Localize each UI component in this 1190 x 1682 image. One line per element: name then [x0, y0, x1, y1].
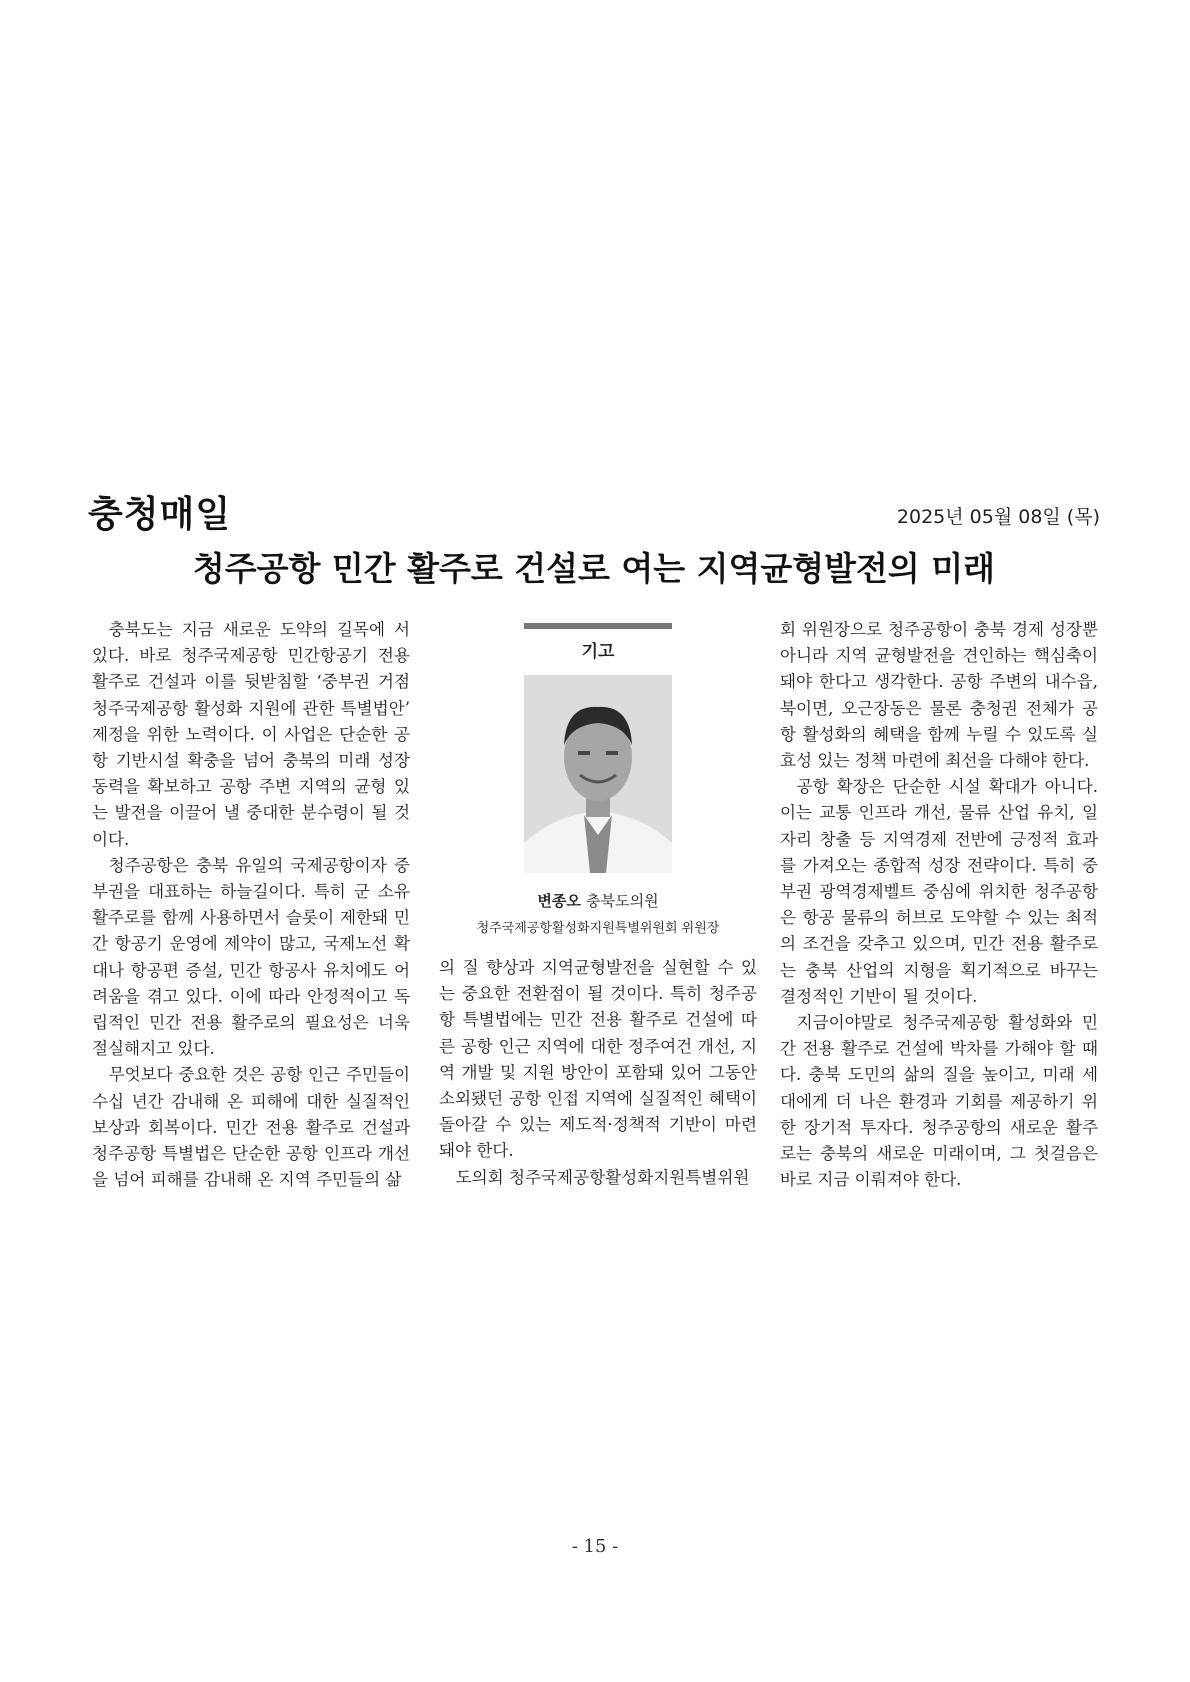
paragraph: 도의회 청주국제공항활성화지원특별위원	[455, 1167, 750, 1187]
paragraph: 무엇보다 중요한 것은 공항 인근 주민들이 수십 년간 감내해 온 피해에 대한 실질적인 보상과 회복이다. 민간 전용 활주로 건설과 청주공항 특별법은 단순한 공항 인프라 개선을 넘어 피해를 감내해 온 지역 주민들의 삶	[92, 1065, 410, 1190]
paragraph: 청주공항은 충북 유일의 국제공항이자 중부권을 대표하는 하늘길이다. 특히 군 소유 활주로를 함께 사용하면서 슬롯이 제한돼 민간 항공기 운영에 제약이 많고, 국제노선 확대나 항공편 증설, 민간 항공사 유치에도 어려움을 겪고 있다. 이에 따라 안정적이고 독립적인 민간 전용 활주로의 필요성은 너욱 절실해지고 있다.	[92, 855, 410, 1059]
article-column-1	[92, 617, 410, 1193]
paragraph: 충북도는 지금 새로운 도약의 길목에 서 있다. 바로 청주국제공항 민간항공기 전용 활주로 건설과 이를 뒷받침할 ‘중부권 거점 청주국제공항 활성화 지원에 관한 특별법안’ 제정을 위한 노력이다. 이 사업은 단순한 공항 기반시설 확충을 넘어 충북의 미래 성장동력을 확보하고 공항 주변 지역의 균형 있는 발전을 이끌어 낼 중대한 분수령이 될 것이다.	[92, 620, 410, 849]
article-headline: 청주공항 민간 활주로 건설로 여는 지역균형발전의 미래	[192, 549, 996, 588]
author-portrait-image	[524, 675, 672, 873]
newspaper-masthead: 충청매일	[88, 494, 232, 535]
paragraph: 회 위원장으로 청주공항이 충북 경제 성장뿐 아니라 지역 균형발전을 견인하는 핵심축이 돼야 한다고 생각한다. 공항 주변의 내수읍, 북이면, 오근장동은 물론 충청권 전체가 공항 활성화의 혜택을 함께 누릴 수 있도록 실효성 있는 정책 마련에 최선을 다해야 한다.	[780, 620, 1098, 771]
article-column-3	[780, 617, 1098, 1193]
author-caption	[439, 890, 757, 911]
article-column-2	[439, 955, 757, 1191]
author-role: 충북도의원	[586, 892, 659, 910]
contributor-box	[439, 617, 757, 947]
section-divider	[524, 623, 672, 629]
author-photo	[524, 675, 672, 873]
author-title: 청주국제공항활성화지원특별위원회 위원장	[476, 921, 720, 936]
author-name: 변종오	[537, 892, 581, 910]
publication-date: 2025년 05월 08일 (목)	[896, 506, 1100, 528]
section-label: 기고	[581, 642, 615, 662]
paragraph: 지금이야말로 청주국제공항 활성화와 민간 전용 활주로 건설에 박차를 가해야 할 때다. 충북 도민의 삶의 질을 높이고, 미래 세대에게 더 나은 환경과 기회를 제공하기 위한 장기적 투자다. 청주공항의 새로운 활주로는 충북의 새로운 미래이며, 그 첫걸음은 바로 지금 이뤄져야 한다.	[780, 1013, 1098, 1190]
paragraph: 공항 확장은 단순한 시설 확대가 아니다. 이는 교통 인프라 개선, 물류 산업 유치, 일자리 창출 등 지역경제 전반에 긍정적 효과를 가져오는 종합적 성장 전략이다. 특히 중부권 광역경제벨트 중심에 위치한 청주공항은 항공 물류의 허브로 도약할 수 있는 최적의 조건을 갖추고 있으며, 민간 전용 활주로는 충북 산업의 지형을 획기적으로 바꾸는 결정적인 기반이 될 것이다.	[780, 777, 1098, 1006]
page-number: - 15 -	[571, 1536, 619, 1557]
paragraph: 의 질 향상과 지역균형발전을 실현할 수 있는 중요한 전환점이 될 것이다. 특히 청주공항 특별법에는 민간 전용 활주로 건설에 따른 공항 인근 지역에 대한 정주여건 개선, 지역 개발 및 지원 방안이 포함돼 있어 그동안 소외됐던 공항 인접 지역에 실질적인 혜택이 돌아갈 수 있는 제도적·정책적 기반이 마련돼야 한다.	[439, 958, 757, 1161]
